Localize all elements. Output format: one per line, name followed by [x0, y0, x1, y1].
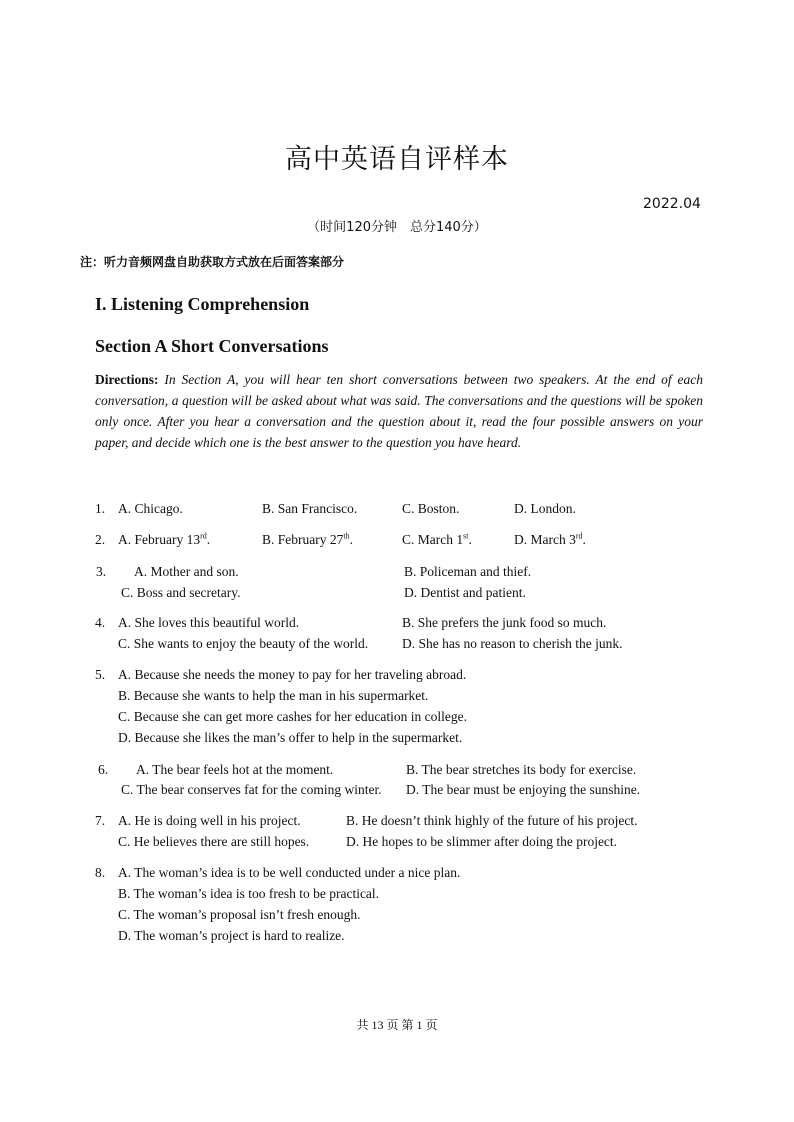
option-a: A. Mother and son. [134, 564, 239, 579]
section-heading: Section A Short Conversations [95, 336, 329, 356]
exam-title: 高中英语自评样本 [285, 144, 509, 175]
option-c: C. The bear conserves fat for the coming winter. [121, 782, 382, 797]
option-a: A. Because she needs the money to pay for her traveling abroad. [118, 667, 467, 682]
option-d: D. He hopes to be slimmer after doing the project. [346, 834, 618, 849]
question-number: 5. [95, 667, 106, 682]
option-c: C. Boss and secretary. [121, 585, 241, 600]
question-number: 6. [98, 762, 109, 777]
option-b: B. San Francisco. [262, 501, 358, 516]
question-number: 1. [95, 501, 106, 516]
option-b: B. She prefers the junk food so much. [402, 615, 607, 630]
option-a: A. The woman’s idea is to be well conducted under a nice plan. [118, 865, 461, 880]
option-d: D. March 3rd. [514, 531, 586, 547]
option-d: D. The woman’s project is hard to realize. [118, 928, 345, 943]
option-a: A. Chicago. [118, 501, 183, 516]
option-d: D. London. [514, 501, 576, 516]
directions-label: Directions: [95, 372, 159, 387]
option-c: C. She wants to enjoy the beauty of the world. [118, 636, 369, 651]
option-c: C. March 1st. [402, 531, 472, 547]
option-d: D. Because she likes the man’s offer to help in the supermarket. [118, 730, 463, 745]
option-b: B. February 27th. [262, 531, 353, 547]
audio-note: 注：听力音频网盘自助获取方式放在后面答案部分 [80, 255, 345, 269]
option-b: B. Policeman and thief. [404, 564, 532, 579]
time-score-info: （时间120分钟 总分140分） [307, 220, 487, 235]
option-c: C. He believes there are still hopes. [118, 834, 310, 849]
option-b: B. The bear stretches its body for exercise. [406, 762, 637, 777]
exam-date: 2022.04 [643, 196, 701, 212]
option-c: C. The woman’s proposal isn’t fresh enough. [118, 907, 361, 922]
question-number: 4. [95, 615, 106, 630]
option-b: B. The woman’s idea is too fresh to be practical. [118, 886, 380, 901]
question-number: 8. [95, 865, 106, 880]
directions-text: In Section A, you will hear ten short conversations between two speakers. At the end of each conversation, a question will be asked about what was said. The conversations and the questions will be spoken only once. After you hear a conversation and the question about it, read the four possible answers on your paper, and decide which one is the best answer to the question you have heard. [95, 372, 703, 450]
option-c: C. Because she can get more cashes for her education in college. [118, 709, 467, 724]
page-footer: 共 13 页 第 1 页 [356, 1018, 438, 1032]
option-a: A. The bear feels hot at the moment. [136, 762, 334, 777]
option-a: A. February 13rd. [118, 531, 211, 547]
option-c: C. Boston. [402, 501, 460, 516]
option-d: D. The bear must be enjoying the sunshine. [406, 782, 641, 797]
question-number: 7. [95, 813, 106, 828]
option-a: A. She loves this beautiful world. [118, 615, 300, 630]
option-b: B. Because she wants to help the man in his supermarket. [118, 688, 429, 703]
question-number: 2. [95, 532, 106, 547]
option-a: A. He is doing well in his project. [118, 813, 301, 828]
directions-paragraph [95, 369, 703, 453]
question-number: 3. [96, 564, 107, 579]
option-d: D. Dentist and patient. [404, 585, 526, 600]
option-d: D. She has no reason to cherish the junk. [402, 636, 623, 651]
part-heading: I. Listening Comprehension [95, 294, 310, 314]
option-b: B. He doesn’t think highly of the future of his project. [346, 813, 638, 828]
